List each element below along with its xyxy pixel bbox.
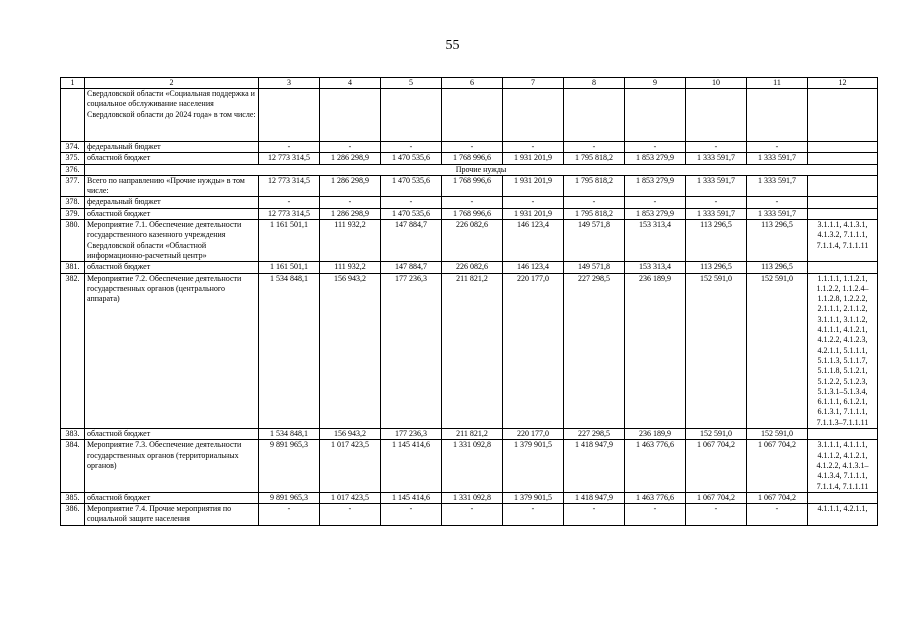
table-row — [61, 164, 878, 175]
column-header: 1 — [61, 78, 85, 89]
amount-cell: - — [381, 142, 442, 153]
amount-cell: - — [259, 504, 320, 526]
row-name: областной бюджет — [85, 153, 259, 164]
amount-cell: 1 333 591,7 — [686, 208, 747, 219]
amount-cell: 1 331 092,8 — [442, 492, 503, 503]
program-continuation-row — [61, 89, 878, 142]
column-header: 5 — [381, 78, 442, 89]
amount-cell: - — [259, 197, 320, 208]
amount-cell: 220 177,0 — [503, 429, 564, 440]
row-number: 376. — [61, 164, 85, 175]
row-name: Всего по направлению «Прочие нужды» в том числе: — [85, 175, 259, 197]
amount-cell: 1 161 501,1 — [259, 220, 320, 262]
amount-cell: 153 313,4 — [625, 220, 686, 262]
amount-cell: 113 296,5 — [686, 262, 747, 273]
row-number: 382. — [61, 273, 85, 428]
amount-cell: - — [259, 142, 320, 153]
amount-cell: 1 067 704,2 — [747, 492, 808, 503]
table-row — [61, 142, 878, 153]
amount-cell: 1 067 704,2 — [686, 440, 747, 492]
amount-cell: 12 773 314,5 — [259, 208, 320, 219]
amount-cell: 152 591,0 — [686, 273, 747, 428]
amount-cell: 113 296,5 — [747, 220, 808, 262]
table-row — [61, 492, 878, 503]
amount-cell: 177 236,3 — [381, 273, 442, 428]
column-header: 2 — [85, 78, 259, 89]
amount-cell: 226 082,6 — [442, 262, 503, 273]
amount-cell: 211 821,2 — [442, 273, 503, 428]
amount-cell: - — [686, 197, 747, 208]
column-header: 7 — [503, 78, 564, 89]
row-number: 377. — [61, 175, 85, 197]
amount-cell: 1 418 947,9 — [564, 440, 625, 492]
amount-cell: 9 891 965,3 — [259, 440, 320, 492]
column-number-row — [61, 78, 878, 89]
row-name: Мероприятие 7.4. Прочие мероприятия по социальной защите населения — [85, 504, 259, 526]
row-name: Мероприятие 7.1. Обеспечение деятельности государственного казенного учреждения Свердловской области «Областной информационно-расчетный центр» — [85, 220, 259, 262]
amount-cell: 1 768 996,6 — [442, 175, 503, 197]
target-indicators — [808, 262, 878, 273]
column-header: 12 — [808, 78, 878, 89]
amount-cell: - — [686, 142, 747, 153]
row-number: 379. — [61, 208, 85, 219]
amount-cell: 146 123,4 — [503, 220, 564, 262]
amount-cell: 1 333 591,7 — [747, 153, 808, 164]
amount-cell: 1 470 535,6 — [381, 175, 442, 197]
row-name: федеральный бюджет — [85, 142, 259, 153]
amount-cell: 1 853 279,9 — [625, 175, 686, 197]
amount-cell: 12 773 314,5 — [259, 175, 320, 197]
column-header: 11 — [747, 78, 808, 89]
amount-cell: - — [320, 197, 381, 208]
amount-cell: 1 067 704,2 — [686, 492, 747, 503]
amount-cell: 12 773 314,5 — [259, 153, 320, 164]
section-title: Прочие нужды — [85, 164, 878, 175]
amount-cell: 1 017 423,5 — [320, 492, 381, 503]
amount-cell: - — [686, 504, 747, 526]
amount-cell: 152 591,0 — [686, 429, 747, 440]
target-indicators — [808, 142, 878, 153]
amount-cell: 1 331 092,8 — [442, 440, 503, 492]
table-row — [61, 504, 878, 526]
amount-cell: 1 418 947,9 — [564, 492, 625, 503]
amount-cell: - — [381, 197, 442, 208]
target-indicators: 3.1.1.1, 4.1.3.1, 4.1.3.2, 7.1.1.1, 7.1.1.4, 7.1.1.11 — [808, 220, 878, 262]
amount-cell: 1 795 818,2 — [564, 208, 625, 219]
amount-cell: 152 591,0 — [747, 429, 808, 440]
row-name: Мероприятие 7.3. Обеспечение деятельности государственных органов (территориальных органов) — [85, 440, 259, 492]
target-indicators — [808, 197, 878, 208]
amount-cell: - — [442, 142, 503, 153]
amount-cell: 1 333 591,7 — [686, 175, 747, 197]
row-number: 380. — [61, 220, 85, 262]
target-indicators: 1.1.1.1, 1.1.2.1, 1.1.2.2, 1.1.2.4–1.1.2.8, 1.2.2.2, 2.1.1.1, 2.1.1.2, 3.1.1.1, 3.1.1.2, 4.1.1.1, 4.1.2.1, 4.1.2.2, 4.1.2.3, 4.2.1.1, 5.1.1.1, 5.1.1.3, 5.1.1.7, 5.1.1.8, 5.1.2.1, 5.1.2.2, 5.1.2.3, 5.1.3.1–5.1.3.4, 6.1.1.1, 6.1.2.1, 6.1.3.1, 7.1.1.1, 7.1.1.3–7.1.1.11 — [808, 273, 878, 428]
amount-cell: 1 931 201,9 — [503, 153, 564, 164]
amount-cell: 156 943,2 — [320, 429, 381, 440]
target-indicators — [808, 153, 878, 164]
amount-cell: 1 795 818,2 — [564, 175, 625, 197]
amount-cell: - — [625, 197, 686, 208]
row-name: федеральный бюджет — [85, 197, 259, 208]
row-number: 381. — [61, 262, 85, 273]
amount-cell: - — [381, 504, 442, 526]
target-indicators: 4.1.1.1, 4.2.1.1, — [808, 504, 878, 526]
amount-cell: 1 333 591,7 — [686, 153, 747, 164]
column-header: 10 — [686, 78, 747, 89]
table-row — [61, 220, 878, 262]
row-name: областной бюджет — [85, 208, 259, 219]
amount-cell: 1 470 535,6 — [381, 208, 442, 219]
amount-cell: - — [747, 142, 808, 153]
target-indicators — [808, 175, 878, 197]
amount-cell: 227 298,5 — [564, 273, 625, 428]
row-name: областной бюджет — [85, 262, 259, 273]
target-indicators — [808, 492, 878, 503]
amount-cell: 1 145 414,6 — [381, 440, 442, 492]
amount-cell: 113 296,5 — [686, 220, 747, 262]
amount-cell: - — [320, 142, 381, 153]
amount-cell: - — [625, 142, 686, 153]
amount-cell: 147 884,7 — [381, 262, 442, 273]
amount-cell: 156 943,2 — [320, 273, 381, 428]
column-header: 4 — [320, 78, 381, 89]
amount-cell: 1 067 704,2 — [747, 440, 808, 492]
amount-cell: 1 463 776,6 — [625, 440, 686, 492]
row-number: 378. — [61, 197, 85, 208]
table-row — [61, 429, 878, 440]
amount-cell: 111 932,2 — [320, 220, 381, 262]
amount-cell: - — [564, 142, 625, 153]
amount-cell: - — [320, 504, 381, 526]
amount-cell: - — [747, 197, 808, 208]
amount-cell: 220 177,0 — [503, 273, 564, 428]
amount-cell: 111 932,2 — [320, 262, 381, 273]
row-number: 374. — [61, 142, 85, 153]
amount-cell: 1 931 201,9 — [503, 208, 564, 219]
table-row — [61, 262, 878, 273]
column-header: 8 — [564, 78, 625, 89]
amount-cell: 1 768 996,6 — [442, 208, 503, 219]
row-number: 385. — [61, 492, 85, 503]
amount-cell: 1 017 423,5 — [320, 440, 381, 492]
amount-cell: 1 286 298,9 — [320, 153, 381, 164]
target-indicators: 3.1.1.1, 4.1.1.1, 4.1.1.2, 4.1.2.1, 4.1.2.2, 4.1.3.1–4.1.3.4, 7.1.1.1, 7.1.1.4, 7.1.1.11 — [808, 440, 878, 492]
row-number: 383. — [61, 429, 85, 440]
amount-cell: 1 286 298,9 — [320, 175, 381, 197]
amount-cell: 211 821,2 — [442, 429, 503, 440]
amount-cell: 146 123,4 — [503, 262, 564, 273]
table-row — [61, 175, 878, 197]
amount-cell: 1 534 848,1 — [259, 273, 320, 428]
column-header: 9 — [625, 78, 686, 89]
amount-cell: 1 379 901,5 — [503, 440, 564, 492]
row-number: 386. — [61, 504, 85, 526]
amount-cell: 1 931 201,9 — [503, 175, 564, 197]
amount-cell: - — [564, 504, 625, 526]
amount-cell: - — [747, 504, 808, 526]
budget-table — [60, 77, 878, 526]
table-row — [61, 440, 878, 492]
amount-cell: 9 891 965,3 — [259, 492, 320, 503]
target-indicators — [808, 429, 878, 440]
amount-cell: 177 236,3 — [381, 429, 442, 440]
amount-cell: 153 313,4 — [625, 262, 686, 273]
row-name: областной бюджет — [85, 492, 259, 503]
amount-cell: - — [503, 142, 564, 153]
row-name: Мероприятие 7.2. Обеспечение деятельности государственных органов (центрального аппарата) — [85, 273, 259, 428]
row-name: областной бюджет — [85, 429, 259, 440]
amount-cell: 1 853 279,9 — [625, 153, 686, 164]
amount-cell: - — [503, 197, 564, 208]
amount-cell: 1 463 776,6 — [625, 492, 686, 503]
amount-cell: - — [442, 504, 503, 526]
amount-cell: 227 298,5 — [564, 429, 625, 440]
amount-cell: 1 286 298,9 — [320, 208, 381, 219]
amount-cell: 149 571,8 — [564, 262, 625, 273]
amount-cell: 113 296,5 — [747, 262, 808, 273]
row-number — [61, 89, 85, 142]
amount-cell: - — [442, 197, 503, 208]
amount-cell: 1 161 501,1 — [259, 262, 320, 273]
row-number: 384. — [61, 440, 85, 492]
program-name: Свердловской области «Социальная поддержка и социальное обслуживание населения Свердловской области до 2024 года» в том числе: — [85, 89, 259, 142]
row-number: 375. — [61, 153, 85, 164]
amount-cell: 147 884,7 — [381, 220, 442, 262]
column-header: 6 — [442, 78, 503, 89]
amount-cell: - — [564, 197, 625, 208]
page-number: 55 — [445, 38, 460, 53]
amount-cell: 1 470 535,6 — [381, 153, 442, 164]
column-header: 3 — [259, 78, 320, 89]
amount-cell: - — [503, 504, 564, 526]
amount-cell: 226 082,6 — [442, 220, 503, 262]
table-row — [61, 208, 878, 219]
amount-cell: 1 768 996,6 — [442, 153, 503, 164]
amount-cell: 1 795 818,2 — [564, 153, 625, 164]
amount-cell: 1 333 591,7 — [747, 208, 808, 219]
amount-cell: 149 571,8 — [564, 220, 625, 262]
amount-cell: 1 333 591,7 — [747, 175, 808, 197]
table-row — [61, 153, 878, 164]
amount-cell: - — [625, 504, 686, 526]
amount-cell: 1 145 414,6 — [381, 492, 442, 503]
table-row — [61, 273, 878, 428]
amount-cell: 1 853 279,9 — [625, 208, 686, 219]
amount-cell: 1 534 848,1 — [259, 429, 320, 440]
table-row — [61, 197, 878, 208]
target-indicators — [808, 208, 878, 219]
amount-cell: 236 189,9 — [625, 429, 686, 440]
amount-cell: 236 189,9 — [625, 273, 686, 428]
amount-cell: 1 379 901,5 — [503, 492, 564, 503]
amount-cell: 152 591,0 — [747, 273, 808, 428]
